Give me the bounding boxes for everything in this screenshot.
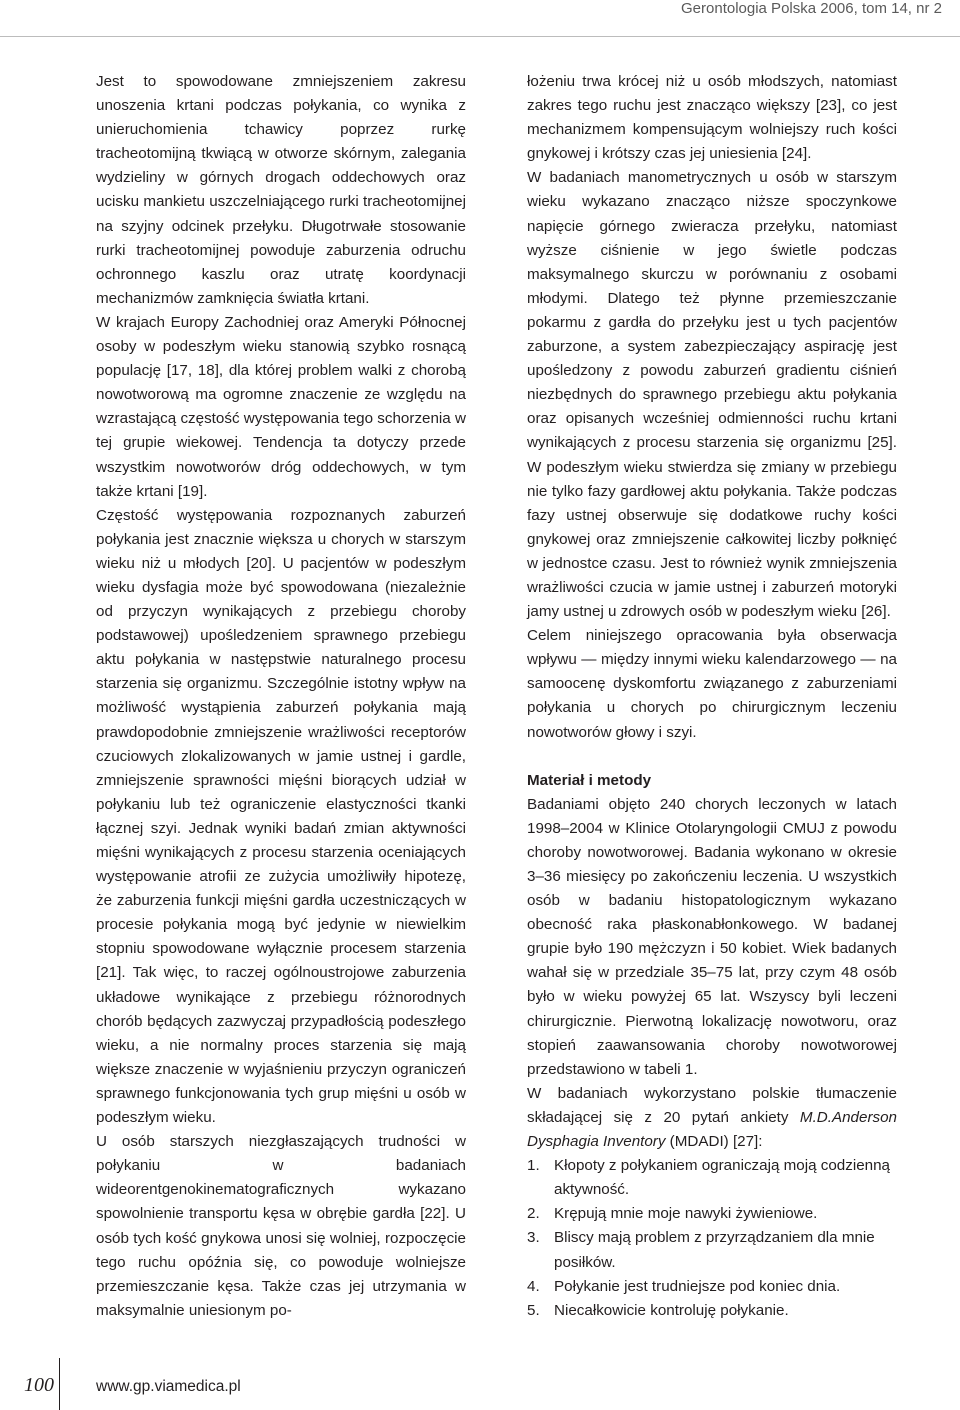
paragraph: Celem niniejszego opracowania była obserwacja wpływu — między innymi wieku kalendarzowego — na samoocenę dyskomfortu związanego z zaburzeniami połykania u chorych po chirurgicznym leczeniu nowotworów głowy i szyi.: [527, 627, 897, 741]
paragraph: U osób starszych niezgłaszających trudności w połykaniu w badaniach wideorentgenokinematograficznych wykazano spowolnienie transportu kęsa w obrębie gardła [22]. U osób tych kość gnykowa unosi się wolniej, rozpoczęcie tego ruchu opóźnia się, co powoduje wolniejsze przemieszczanie kęsa. Także czas jej utrzymania w maksymalnie uniesionym po-: [96, 1133, 466, 1319]
paragraph-text: (MDADI) [27]:: [665, 1133, 763, 1151]
list-item: [527, 1275, 897, 1299]
paragraph: Jest to spowodowane zmniejszeniem zakresu unoszenia krtani podczas połykania, co wynika z unieruchomienia tchawicy poprzez rurkę tracheotomijną tkwiącą w otworze skórnym, zalegania wydzieliny w górnych drogach oddechowych oraz ucisku mankietu uszczelniającego rurki tracheotomijnej na szyjny odcinek przełyku. Długotrwałe stosowanie rurki tracheotomijnej powoduje zaburzenia odruchu ochronnego kaszlu oraz utratę koordynacji mechanizmów zamknięcia światła krtani.: [96, 73, 466, 307]
list-item: [527, 1226, 897, 1274]
list-text: Połykanie jest trudniejsze pod koniec dnia.: [554, 1277, 841, 1295]
list-number: 3.: [527, 1229, 540, 1247]
list-number: 5.: [527, 1301, 540, 1319]
right-column: [527, 70, 897, 1323]
list-text: Krępują mnie moje nawyki żywieniowe.: [554, 1205, 818, 1223]
journal-title: Gerontologia Polska 2006, tom 14, nr 2: [681, 0, 942, 17]
paragraph: łożeniu trwa krócej niż u osób młodszych, natomiast zakres tego ruchu jest znacząco większy [23], co jest mechanizmem kompensującym wolniejszy ruch kości gnykowej i krótszy czas jej uniesienia [24].: [527, 73, 897, 163]
left-column: [96, 70, 466, 1323]
list-item: [527, 1202, 897, 1226]
questionnaire-list: [527, 1154, 897, 1323]
footer-divider: [59, 1358, 60, 1410]
paragraph: [527, 1082, 897, 1154]
paragraph: W krajach Europy Zachodniej oraz Ameryki Północnej osoby w podeszłym wieku stanowią szybko rosnącą populację [17, 18], dla której problem walki z chorobą nowotworową ma ogromne znaczenie ze względu na wzrastającą częstość występowania tego schorzenia w tej grupie wiekowej. Tendencja ta dotyczy przede wszystkim nowotworów dróg oddechowych, w tym także krtani [19].: [96, 313, 466, 500]
page-number: 100: [24, 1374, 54, 1396]
header-rule: [0, 36, 960, 37]
list-text: Niecałkowicie kontroluję połykanie.: [554, 1301, 789, 1319]
list-number: 2.: [527, 1205, 540, 1223]
journal-url[interactable]: www.gp.viamedica.pl: [96, 1378, 241, 1395]
paragraph-text: W badaniach wykorzystano polskie tłumaczenie składającej się z 20 pytań ankiety: [527, 1084, 897, 1126]
list-item: [527, 1299, 897, 1323]
paragraph: Częstość występowania rozpoznanych zaburzeń połykania jest znacznie większa u chorych w starszym wieku niż u młodych [20]. U pacjentów w podeszłym wieku dysfagia może być spowodowana (niezależnie od przyczyn wynikających z przebiegu choroby podstawowej) upośledzeniem sprawnego przebiegu aktu połykania w następstwie naturalnego procesu starzenia się organizmu. Szczególnie istotny wpływ na możliwość wystąpienia zaburzeń połykania mają prawdopodobnie zmniejszenie wrażliwości receptorów czuciowych zlokalizowanych w jamie ustnej i gardle, zmniejszenie sprawności mięśni biorących udział w połykaniu lub też ograniczenie elastyczności tkanki łącznej szyi. Jednak wyniki badań zmian aktywności mięśni wynikających z procesu starzenia oceniających występowanie atrofii ze zużycia umożliwiły hipotezę, że zaburzenia funkcji mięśni gardła uczestniczących w procesie połykania mogą być jedynie w niewielkim stopniu spowodowane wyłącznie procesem starzenia [21]. Tak więc, to raczej ogólnoustrojowe zaburzenia układowe wynikające z przebiegu różnorodnych chorób będących zazwyczaj przypadłością podeszłego wieku, a nie normalny proces starzenia się mają większe znaczenie w wyjaśnieniu przyczyn ograniczeń sprawnego funkcjonowania tych grup mięśni u osób w podeszłym wieku.: [96, 506, 466, 1127]
list-text: Bliscy mają problem z przyrządzaniem dla mnie posiłków.: [554, 1229, 875, 1271]
questionnaire-name: M.D.Anderson Dysphagia Inventory: [527, 1108, 897, 1151]
section-heading: Materiał i metody: [527, 771, 652, 789]
list-number: 1.: [527, 1157, 540, 1175]
list-text: Kłopoty z połykaniem ograniczają moją codzienną aktywność.: [554, 1157, 891, 1199]
list-item: [527, 1154, 897, 1202]
list-number: 4.: [527, 1277, 540, 1295]
paragraph: Badaniami objęto 240 chorych leczonych w latach 1998–2004 w Klinice Otolaryngologii CMUJ z powodu choroby nowotworowej. Badania wykonano w okresie 3–36 miesięcy po zakończeniu leczenia. U wszystkich osób w badaniu histopatologicznym wykazano obecność raka płaskonabłonkowego. W badanej grupie było 190 mężczyzn i 50 kobiet. Wiek badanych wahał się w przedziale 35–75 lat, przy czym 48 osób było w wieku powyżej 65 lat. Wszyscy byli leczeni chirurgicznie. Pierwotną lokalizację nowotworu, oraz stopień zaawansowania choroby nowotworowej przedstawiono w tabeli 1.: [527, 795, 897, 1078]
paragraph: W badaniach manometrycznych u osób w starszym wieku wykazano znacząco niższe spoczynkowe napięcie górnego zwieracza przełyku, natomiast wyższe ciśnienie w jego świetle podczas maksymalnego skurczu w porównaniu z osobami młodymi. Dlatego też płynne przemieszczanie pokarmu z gardła do przełyku jest u tych pacjentów zaburzone, a system zabezpieczający aspirację jest upośledzony z powodu zaburzeń gradientu ciśnień niezbędnych do sprawnego przebiegu aktu połykania oraz opisanych wcześniej odmienności ruchu krtani wynikających z procesu starzenia się organizmu [25]. W podeszłym wieku stwierdza się zmiany w przebiegu nie tylko fazy gardłowej aktu połykania. Także podczas fazy ustnej obserwuje się dodatkowe ruchy kości gnykowej oraz zmniejszenie całkowitej liczby połknięć w jednostce czasu. Jest to również wynik zmniejszenia wrażliwości czucia w jamie ustnej i zaburzeń motoryki jamy ustnej u zdrowych osób w podeszłym wieku [26].: [527, 169, 897, 621]
page-header: [0, 0, 960, 42]
